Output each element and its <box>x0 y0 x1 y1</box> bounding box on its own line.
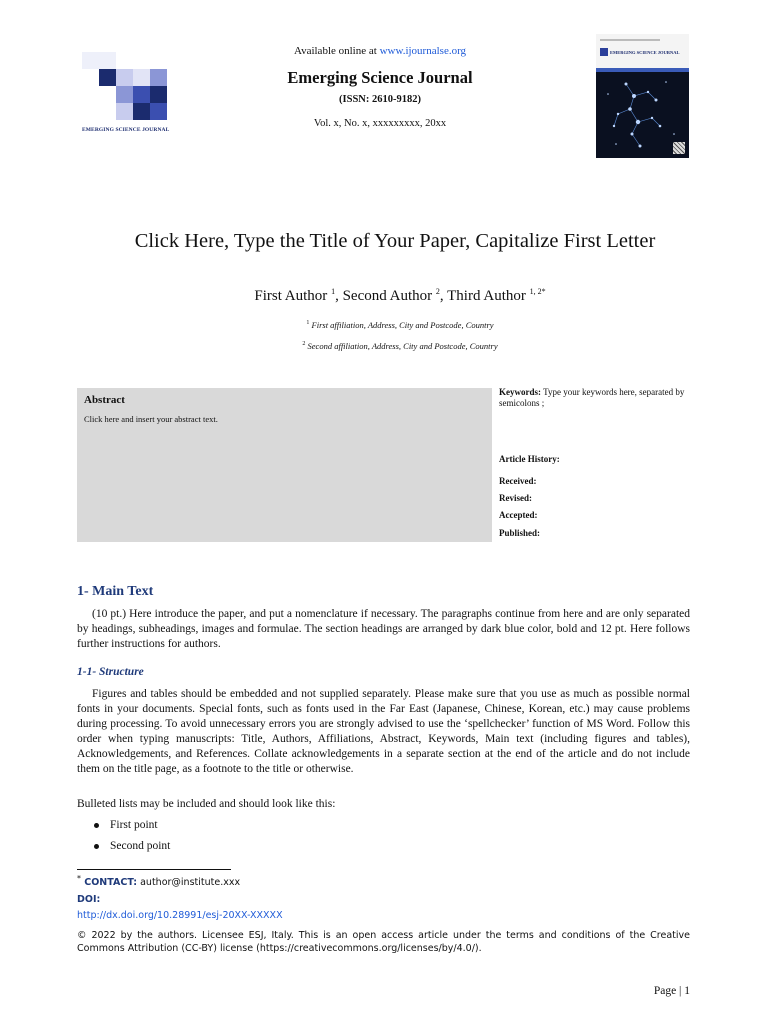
affiliation-text: First affiliation, Address, City and Postcode, Country <box>311 320 494 330</box>
logo-square <box>116 103 133 120</box>
accepted-text: Accepted: <box>499 510 538 520</box>
author-affiliation-mark: 1, 2* <box>529 287 546 296</box>
author-name: First Author <box>254 288 332 304</box>
published-text: Published: <box>499 528 541 538</box>
author-separator: , <box>335 288 343 304</box>
contact-label: CONTACT: <box>80 877 138 889</box>
bullet-text: First point <box>110 819 158 831</box>
cover-title: EMERGING SCIENCE JOURNAL <box>610 50 680 55</box>
received-label <box>499 476 536 486</box>
bullet-item <box>94 840 170 852</box>
keywords-label: Keywords: <box>499 387 541 397</box>
available-online <box>230 45 530 57</box>
received-text: Received: <box>499 476 537 486</box>
published-label <box>499 528 540 538</box>
author-name: Third Author <box>447 288 530 304</box>
journal-issn: (ISSN: 2610-9182) <box>339 94 421 105</box>
logo-square <box>116 86 133 103</box>
main-text-paragraph: (10 pt.) Here introduce the paper, and put a nomenclature if necessary. The paragraphs continue from here and are only separated by headings, subheadings, images and formulae. The section headings are arranged by dark blue color, bold and 12 pt. Here follows further instructions for authors. <box>77 608 690 650</box>
cover-network-graphic <box>596 34 689 158</box>
footnote-rule <box>77 869 231 870</box>
article-history-heading: Article History: <box>499 454 560 464</box>
journal-website-link[interactable]: www.ijournalse.org <box>379 45 467 57</box>
logo-square <box>150 86 167 103</box>
affiliation-text: Second affiliation, Address, City and Postcode, Country <box>307 341 498 351</box>
author-affiliation-mark: 2 <box>435 287 440 296</box>
doi-label <box>77 894 100 905</box>
subsection-heading-structure: 1-1- Structure <box>77 666 144 678</box>
keywords-text[interactable]: Type your keywords here, separated by semicolons ; <box>499 387 685 408</box>
abstract-heading: Abstract <box>84 394 125 406</box>
paper-title: Click Here, Type the Title of Your Paper, Capitalize First Letter <box>134 230 656 252</box>
bullet-text: Second point <box>110 840 171 852</box>
journal-header <box>230 45 530 129</box>
accepted-label <box>499 510 537 520</box>
author-list <box>0 287 768 305</box>
license-text: © 2022 by the authors. Licensee ESJ, Italy. This is an open access article under the terms and conditions of the Creative Commons Attribution (CC-BY) license (https://creativecommons.org/licenses/by/4.0/). <box>77 930 690 954</box>
author-separator: , <box>439 288 448 304</box>
page-number: Page | 1 <box>653 985 690 997</box>
revised-label <box>499 493 532 503</box>
contact-email[interactable]: author@institute.xxx <box>137 877 241 889</box>
journal-volume: Vol. x, No. x, xxxxxxxxx, 20xx <box>313 118 447 129</box>
author-name: Second Author <box>342 288 436 304</box>
doi-link[interactable]: http://dx.doi.org/10.28991/esj-20XX-XXXXX <box>77 910 283 921</box>
section-heading-main-text: 1- Main Text <box>77 584 154 599</box>
keywords <box>499 387 689 409</box>
bullet-dot-icon <box>94 844 99 849</box>
logo-square <box>133 86 150 103</box>
affiliation-mark: 2 <box>302 341 306 348</box>
bullets-intro: Bulleted lists may be included and should look like this: <box>77 798 336 810</box>
affiliation-2 <box>0 341 768 351</box>
logo-square <box>133 69 150 86</box>
logo-square <box>116 69 133 86</box>
logo-square <box>133 103 150 120</box>
cover-qr-code <box>673 142 685 154</box>
bullet-item <box>94 819 158 831</box>
article-history-label <box>499 454 560 464</box>
contact-footnote <box>77 874 240 888</box>
revised-text: Revised: <box>499 493 532 503</box>
structure-paragraph: Figures and tables should be embedded and not supplied separately. Please make sure that you use as much as possible normal fonts in your documents. Special fonts, such as fonts used in the Far East (Japanese, Chinese, Korean, etc.) may cause problems during processing. To avoid unnecessary errors you are strongly advised to use the ‘spellchecker’ function of MS Word. Follow this order when typing manuscripts: Title, Authors, Affiliations, Abstract, Keywords, Main text (including figures and tables), Acknowledgements, and References. Collate acknowledgements in a separate section at the end of the article and do not include them on the title page, as a footnote to the title or otherwise. <box>77 688 690 775</box>
bullet-dot-icon <box>94 823 99 828</box>
logo-square <box>99 69 116 86</box>
doi-label-text: DOI: <box>77 894 101 905</box>
journal-title: Emerging Science Journal <box>287 68 473 87</box>
logo-square <box>150 69 167 86</box>
journal-logo <box>82 52 174 138</box>
author-affiliation-mark: 1 <box>331 287 336 296</box>
logo-square <box>82 52 116 69</box>
available-prefix: Available online at <box>293 45 380 57</box>
affiliation-1 <box>0 320 768 330</box>
abstract-box <box>77 388 492 542</box>
logo-square <box>150 103 167 120</box>
logo-caption: EMERGING SCIENCE JOURNAL <box>82 127 170 133</box>
footnote-star: * <box>77 874 81 883</box>
journal-cover-image <box>596 34 689 158</box>
affiliation-mark: 1 <box>306 320 310 327</box>
abstract-text[interactable]: Click here and insert your abstract text. <box>84 414 218 424</box>
